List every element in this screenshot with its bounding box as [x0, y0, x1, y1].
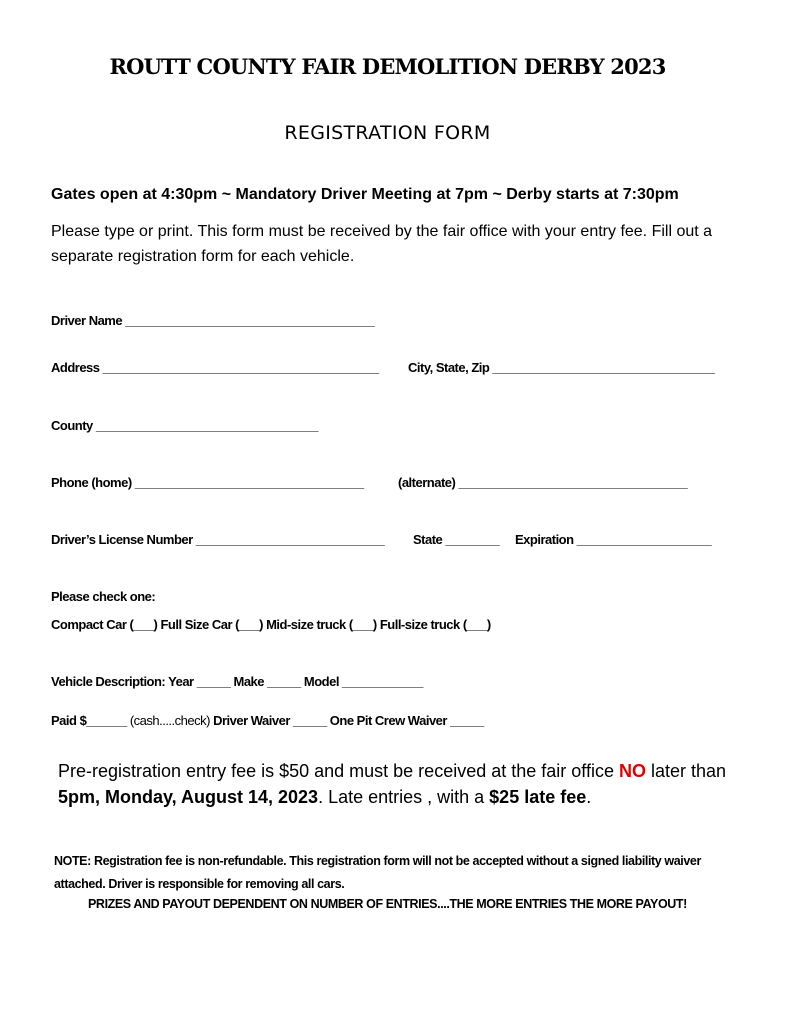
schedule-line: Gates open at 4:30pm ~ Mandatory Driver Meeting at 7pm ~ Derby starts at 7:30pm [51, 186, 679, 203]
fee-deadline: 5pm, Monday, August 14, 2023 [58, 787, 319, 807]
fee-paragraph [58, 758, 758, 810]
refund-note: NOTE: Registration fee is non-refundable. This registration form will not be accepted without a signed liability waiver attached. Driver is responsible for removing all cars. [54, 854, 701, 891]
fee-text-3: . Late entries , with a [318, 787, 490, 807]
fee-text-1: Pre-registration entry fee is $50 and must be received at the fair office [58, 761, 619, 781]
phone-alternate-field[interactable]: (alternate) __________________________________ [398, 475, 688, 490]
late-fee-amount: $25 late fee [489, 787, 587, 807]
fee-text-4: . [586, 787, 592, 807]
license-expiration-field[interactable]: Expiration ____________________ [515, 532, 712, 547]
phone-home-field[interactable]: Phone (home) __________________________________ [51, 475, 364, 490]
driver-name-field[interactable]: Driver Name _____________________________________ [51, 313, 375, 328]
fee-no-emphasis: NO [618, 761, 646, 781]
payment-method-label: (cash.....check) [129, 713, 210, 728]
payment-line [51, 713, 484, 728]
page-title: ROUTT COUNTY FAIR DEMOLITION DERBY 2023 [109, 54, 666, 79]
license-number-field[interactable]: Driver’s License Number ____________________________ [51, 532, 385, 547]
city-state-zip-field[interactable]: City, State, Zip _________________________________ [408, 360, 715, 375]
prizes-line: PRIZES AND PAYOUT DEPENDENT ON NUMBER OF ENTRIES....THE MORE ENTRIES THE MORE PAYOUT! [88, 897, 687, 911]
license-state-field[interactable]: State ________ [413, 532, 500, 547]
vehicle-description-field[interactable]: Vehicle Description: Year _____ Make _____ Model ____________ [51, 674, 423, 689]
paid-amount-field[interactable]: Paid $______ [51, 713, 127, 728]
waivers-field[interactable]: Driver Waiver _____ One Pit Crew Waiver _____ [213, 713, 484, 728]
vehicle-type-options[interactable]: Compact Car (___) Full Size Car (___) Mid-size truck (___) Full-size truck (___) [51, 617, 491, 632]
instructions-paragraph: Please type or print. This form must be received by the fair office with your entry fee. Fill out a separate registration form for each vehicle. [51, 223, 713, 265]
fee-text-2: later than [645, 761, 727, 781]
check-one-label: Please check one: [51, 589, 156, 604]
county-field[interactable]: County _________________________________ [51, 418, 318, 433]
form-subtitle: REGISTRATION FORM [284, 122, 491, 144]
address-field[interactable]: Address _________________________________________ [51, 360, 379, 375]
